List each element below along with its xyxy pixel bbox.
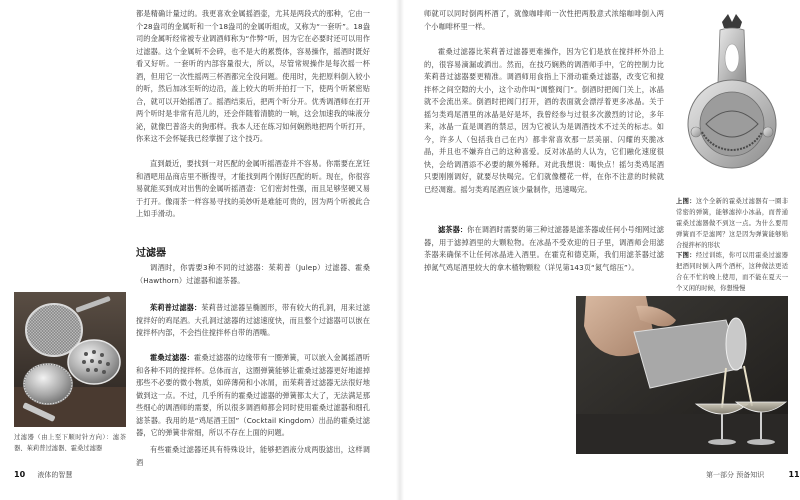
- side-caption-bottom: [676, 250, 788, 294]
- strainers-intro: 调酒时，你需要3种不同的过滤器：茱莉普（Julep）过滤器、霍桑（Hawthorn）过滤器和滤茶器。: [136, 263, 370, 285]
- side-caption-top-lead: 上图：: [676, 198, 696, 205]
- hawthorne-strainer-photo: [676, 8, 788, 190]
- strainers-photo: [14, 292, 126, 427]
- left-paragraph-2: 直到最近，要找到一对匹配的金属听摇酒壶并不容易。你需要在烹饪和酒吧用品商店里不断搜寻，才能找到两个刚好匹配的听。现在，你很容易就能买到成对出售的金属听摇酒壶：它们密封性强，而且足够坚硬又易于打开。像雨茶一样容易寻找的美妙听是难能可贵的，因为两个听被此合上如手滑动。: [136, 159, 370, 218]
- side-caption-top: [676, 196, 788, 251]
- hawthorn-text: 霍桑过滤器的边缘带有一圈弹簧，可以嵌入金属摇酒听和各种不同的搅拌杯。总体而言，这圈弹簧能够让霍桑过滤器更好地滤掉那些不必要的微小物质，如碎薄荷和小冰屑，而茱莉普过滤器无法很好地做到这一点。不过，几乎所有的霍桑过滤器的弹簧都太大了，无法满足那些细心的调酒师的需要，所以很多调酒师都会同时使用霍桑过滤器和细孔滤茶器。我用的是“鸡尾酒王国”（Cocktail Kingdom）出品的霍桑过滤器，它的弹簧非常细，所以不存在上面的问题。: [136, 353, 370, 437]
- tea-strainer-text: 你在调酒时需要的第三种过滤器是滤茶器或任何小号细网过滤器，用于滤掉酒里的大颗粒物。在冰晶不受欢迎的日子里，调酒师会用滤茶器来确保不让任何冰晶进入酒里。在霍克和德克斯，我们用滤茶器过滤掉氮气鸡尾酒里较大的拿木楂物颗粒（详见第143页“氮气熔压”）。: [424, 225, 665, 272]
- side-caption-bottom-text: 经过训练，你可以用霍桑过滤器把酒同时倒入两个酒杯，这种做法更适合在不忙的晚上使用，而不能在夏天一个又闲的时候，你想慢慢: [676, 252, 789, 292]
- julep-text: 茱莉普过滤器呈椭圆形，带有较大的孔洞，用来过滤搅拌好的鸡尾酒。大孔洞过滤器的过滤速度快，而且整个过滤器可以嵌在搅拌杯内部，不会挡住搅拌杯自带的酒嘴。: [136, 303, 370, 337]
- side-caption-bottom-lead: 下图：: [676, 252, 696, 259]
- left-paragraph-1: 都是精确计量过的。我更喜欢金属摇酒壶，尤其是两段式的那种，它由一个28盎司的金属听和一个18盎司的金属听组成，又称为“一套听”。18盎司的金属听经常被专业调酒师称为“作弊”听，因为它在必要时还可以用作过滤器。这个金属听不会碎，也不是大的累赘体，容易操作，摇酒时既好看又好听。一套听的内部容量很大，所以，尽管常规操作是每次摇一杯酒，但用它一次性摇两三杯酒都完全没问题。使用时，先把原料倒入较小的听，然后加冰至听的边沿，盖上较大的听并拍打一下，使两个听紧密贴合，就可以开始摇酒了。摇酒结束后，把两个听分开。优秀调酒师在打开两个听时是非常有范儿的，还会伴随着清脆的一响，这会加速我的味液分泌，就像巴普洛夫的狗那样。我本人还在练习如何娴熟地把两个听打开，你来这不会怀疑我已经掌握了这个技巧。: [136, 9, 370, 143]
- right-running-title: 第一部分 预备知识: [706, 471, 765, 479]
- left-folio: [14, 470, 72, 480]
- tea-strainer-paragraph: [424, 224, 664, 274]
- side-caption-top-text: 这个全新的霍桑过滤器有一圈非常密的弹簧，能够滤掉小冰晶，而普通霍桑过滤器做不到这一点。为什么要用弹簧而不是滤网？这是因为弹簧能够贴合搅拌杯的形状: [676, 198, 789, 249]
- left-page-number: 10: [14, 470, 26, 479]
- julep-lead: 茱莉普过滤器：: [150, 303, 202, 312]
- left-running-title: 液体的智慧: [37, 471, 73, 479]
- book-gutter: [396, 0, 404, 500]
- hawthorn-strainer-paragraph: [136, 352, 370, 440]
- right-paragraph-2: 霍桑过滤器比茱莉普过滤器更难操作，因为它们是放在搅拌杯外沿上的，很容易滴漏或洒出。然而，在技巧娴熟的调酒师手中，它的控制力比茱莉普过滤器要更精准。调酒师用食指上下滑动霍桑过滤器，改变它和搅拌杯之间空隙的大小，这个动作叫“调整阀门”。倒酒时把阀门关上，冰晶就不会流出来。倒酒时把阀门打开，酒的表面就会漂浮着更多冰晶。关于摇匀类鸡尾酒里的冰晶是好是坏，我曾经参与过很多次激烈的讨论，多年来，冰晶一直是调酒的禁忌，因为它被认为是调酒技术不过关的标志。如今，许多人（包括我自己在内）都非常喜欢那一层美丽、闪耀的夹脆冰晶，并且也不嫌弃自己的这种喜爱。反对冰晶的人认为，它们融化速度很快，会给调酒添不必要的额外稀释。对此我想说：喝快点！摇匀类鸡尾酒只要刚刚调好，就要尽快喝完。它们就像樱花一样，在你不注意的时候就已经凋谢。摇匀类鸡尾酒应该少量制作，迅速喝完。: [424, 47, 664, 194]
- julep-strainer-paragraph: [136, 302, 370, 340]
- right-page-number: 11: [788, 470, 800, 479]
- hawthorn-lead: 霍桑过滤器：: [150, 353, 195, 362]
- tea-strainer-lead: 滤茶器：: [438, 225, 468, 234]
- section-title-strainers: 过滤器: [136, 248, 166, 259]
- right-paragraph-1: 师就可以同时倒两杯酒了，就像咖啡师一次性把两股意式浓缩咖啡倒入两个小咖啡杯里一样。: [424, 9, 664, 31]
- left-last-line: 有些霍桑过滤器还具有特殊设计，能够把酒液分成两股滤出，这样调酒: [136, 445, 370, 467]
- right-folio: [706, 470, 800, 480]
- strainers-photo-caption: 过滤器（由上至下顺时针方向）：滤茶器、茱莉普过滤器、霍桑过滤器: [14, 434, 126, 452]
- pouring-photo: [576, 296, 788, 454]
